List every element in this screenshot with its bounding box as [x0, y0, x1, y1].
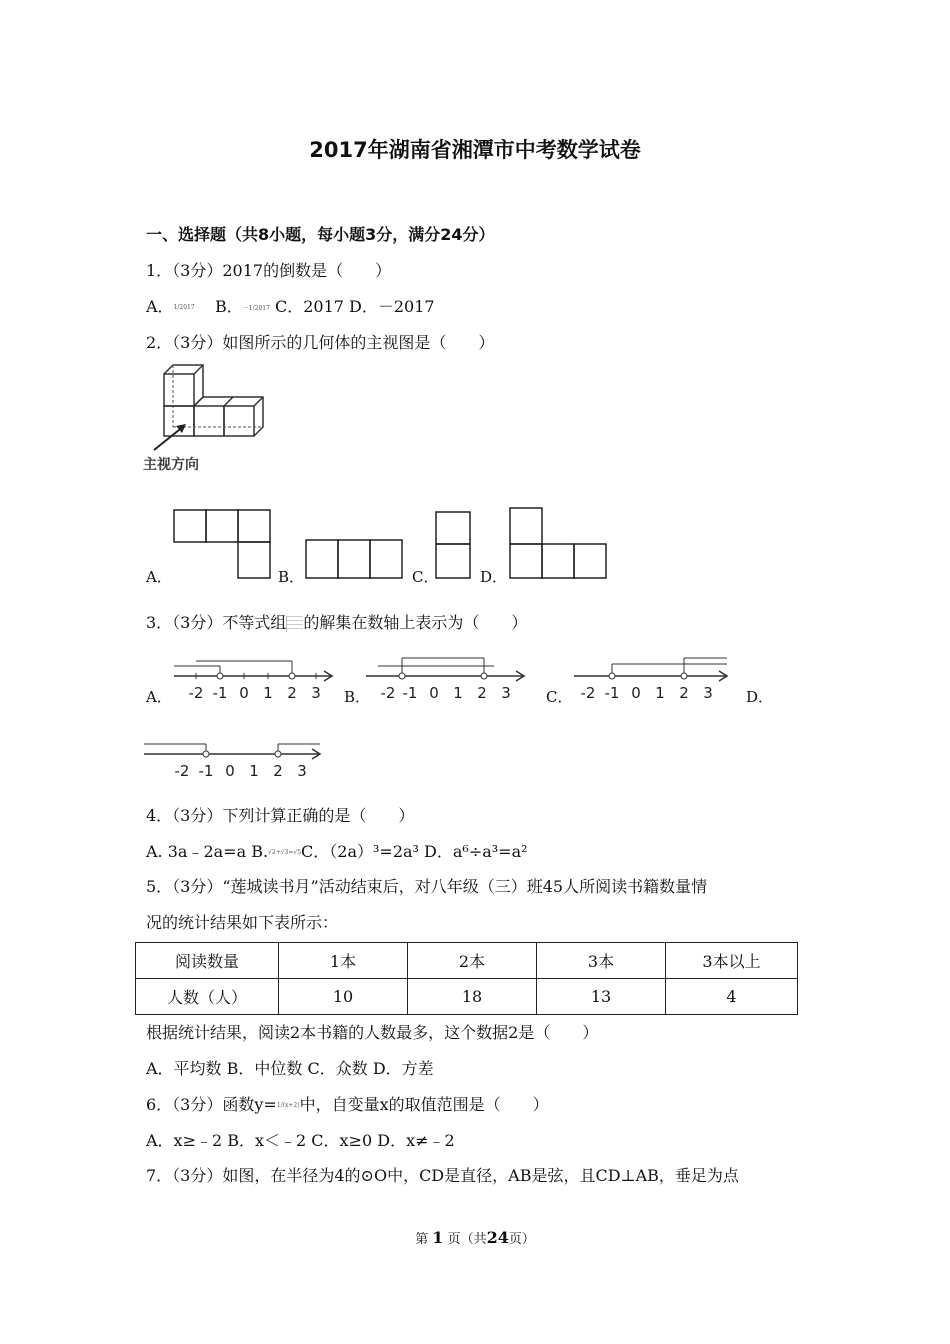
- reading-stats-table: [135, 942, 798, 1015]
- q3-option-a-label: A．: [146, 688, 172, 706]
- question-1-options: [146, 294, 435, 317]
- q2-option-a-figure: [172, 508, 272, 580]
- question-6-options: A．x≥﹣2 B．x＜﹣2 C．x≥0 D．x≠﹣2: [146, 1131, 455, 1150]
- q1-option-b-label: B．: [215, 297, 243, 316]
- table-row: [136, 943, 798, 979]
- axis-tick: 3: [311, 684, 321, 702]
- page-title: 2017年湖南省湘潭市中考数学试卷: [309, 138, 641, 162]
- q2-option-a-label: A．: [146, 568, 172, 586]
- table-cell: 10: [279, 979, 408, 1015]
- q1-option-a-fraction: 1/2017: [173, 304, 195, 311]
- q6-stem-part2: 中，自变量x的取值范围是（ ）: [299, 1095, 549, 1114]
- axis-tick: 1: [263, 684, 273, 702]
- axis-tick: 0: [631, 684, 641, 702]
- q3-option-c-label: C．: [546, 688, 573, 706]
- q3-option-b-numberline: [364, 654, 529, 706]
- q3-stem-part1: 3．（3分）不等式组: [146, 613, 287, 632]
- table-cell: 阅读数量: [136, 943, 279, 979]
- axis-tick: 0: [239, 684, 249, 702]
- q2-option-c-label: C．: [412, 568, 439, 586]
- axis-tick: 0: [225, 762, 235, 780]
- axis-tick: -1: [402, 684, 418, 702]
- question-1-stem: 1．（3分）2017的倒数是（ ）: [146, 261, 392, 280]
- axis-tick: -2: [188, 684, 204, 702]
- q4-option-a: A. 3a﹣2a=a B.: [146, 842, 269, 861]
- question-4-stem: 4．（3分）下列计算正确的是（ ）: [146, 806, 415, 825]
- axis-tick: 1: [249, 762, 259, 780]
- table-cell: 3本以上: [666, 943, 798, 979]
- axis-tick: 3: [297, 762, 307, 780]
- q3-stem-part2: 的解集在数轴上表示为（ ）: [303, 613, 528, 632]
- current-page-number: 1: [432, 1228, 444, 1247]
- axis-tick: 1: [655, 684, 665, 702]
- axis-tick: -1: [198, 762, 214, 780]
- q3-option-b-label: B．: [344, 688, 371, 706]
- q3-system-symbol: [286, 616, 303, 632]
- question-7-stem: 7．（3分）如图，在半径为4的⊙O中，CD是直径，AB是弦，且CD⊥AB，垂足为点: [146, 1166, 739, 1185]
- question-5-stem-line1: 5．（3分）“莲城读书月”活动结束后，对八年级（三）班45人所阅读书籍数量情: [146, 877, 708, 896]
- axis-tick: 2: [273, 762, 283, 780]
- table-cell: 人数（人）: [136, 979, 279, 1015]
- q2-option-d-figure: [508, 506, 610, 580]
- section-heading: 一、选择题（共8小题，每小题3分，满分24分）: [146, 225, 495, 244]
- q2-figure-caption: 主视方向: [143, 457, 199, 473]
- axis-tick: -1: [604, 684, 620, 702]
- q3-option-c-numberline: [572, 654, 732, 706]
- total-pages: 24: [486, 1228, 509, 1247]
- q2-option-b-label: B．: [278, 568, 305, 586]
- q4-option-b-formula: √2+√3=√5: [268, 849, 302, 856]
- axis-tick: -2: [580, 684, 596, 702]
- axis-tick: 3: [501, 684, 511, 702]
- question-6-stem: [146, 1092, 549, 1115]
- question-5-stem-line2: 况的统计结果如下表所示：: [146, 913, 339, 932]
- table-cell: 4: [666, 979, 798, 1015]
- q4-options-cd: C．（2a）³=2a³ D．a⁶÷a³=a²: [301, 842, 528, 861]
- q2-option-d-label: D．: [480, 568, 508, 586]
- q2-option-b-figure: [304, 538, 406, 580]
- axis-tick: -1: [212, 684, 228, 702]
- question-2-stem: 2．（3分）如图所示的几何体的主视图是（ ）: [146, 333, 495, 352]
- table-cell: 2本: [408, 943, 537, 979]
- q1-option-b-fraction: －1/2017: [242, 305, 270, 312]
- table-cell: 1本: [279, 943, 408, 979]
- question-5-options: A．平均数 B．中位数 C．众数 D．方差: [146, 1059, 434, 1078]
- q1-option-a-label: A．: [146, 297, 174, 316]
- page-footer: 第 1 页（共24页）: [415, 1228, 535, 1247]
- table-cell: 18: [408, 979, 537, 1015]
- axis-tick: 3: [703, 684, 713, 702]
- question-3-stem: [146, 610, 527, 633]
- question-4-options: [146, 839, 528, 862]
- axis-tick: -2: [380, 684, 396, 702]
- axis-tick: 2: [679, 684, 689, 702]
- question-5-after-table: 根据统计结果，阅读2本书籍的人数最多，这个数据2是（ ）: [146, 1023, 599, 1042]
- axis-tick: -2: [174, 762, 190, 780]
- axis-tick: 2: [477, 684, 487, 702]
- q3-option-a-numberline: [172, 656, 337, 706]
- table-row: [136, 979, 798, 1015]
- q1-options-cd: C．2017 D．－2017: [274, 297, 435, 316]
- table-cell: 3本: [537, 943, 666, 979]
- axis-tick: 1: [453, 684, 463, 702]
- q3-option-d-label: D．: [746, 688, 774, 706]
- table-cell: 13: [537, 979, 666, 1015]
- axis-tick: 2: [287, 684, 297, 702]
- q6-stem-part1: 6．（3分）函数y=: [146, 1095, 277, 1114]
- q2-option-c-figure: [434, 510, 474, 580]
- axis-tick: 0: [429, 684, 439, 702]
- q6-function-formula: 1/(x+2): [276, 1102, 300, 1109]
- q3-option-d-numberline: [142, 736, 327, 782]
